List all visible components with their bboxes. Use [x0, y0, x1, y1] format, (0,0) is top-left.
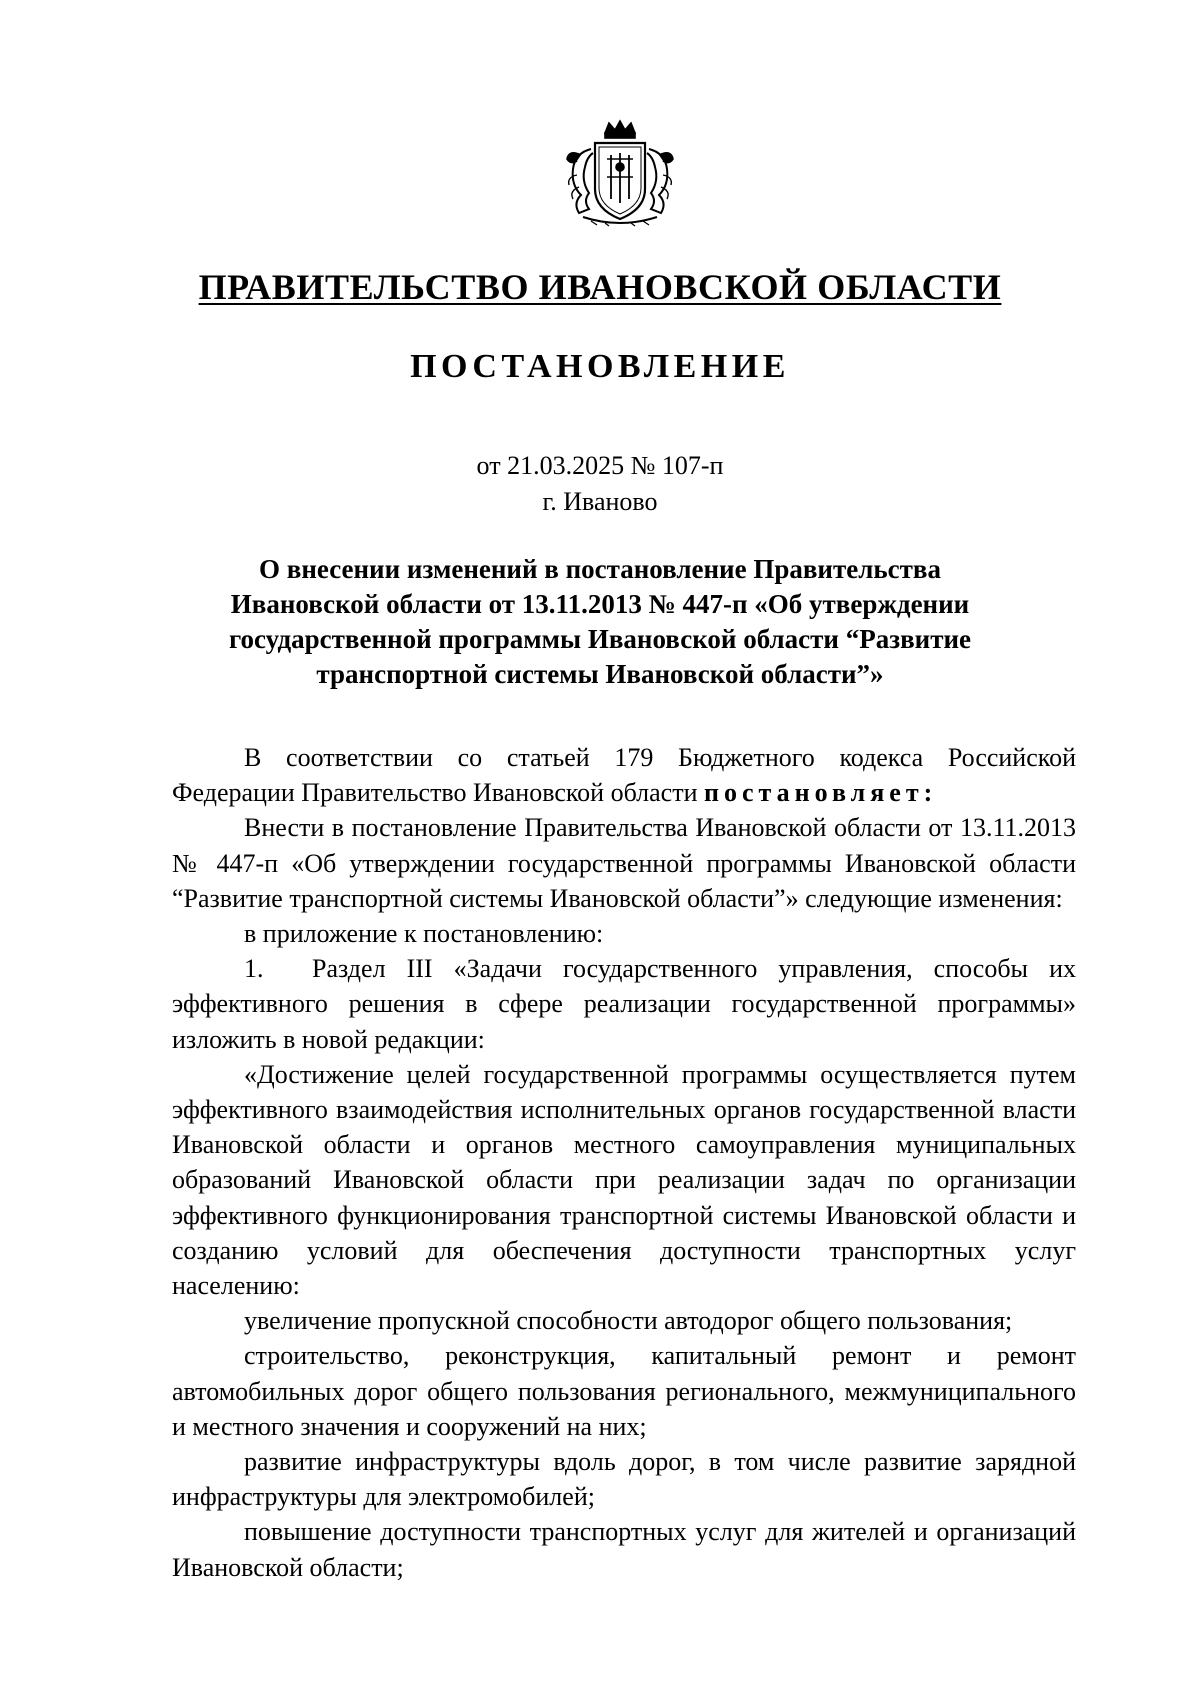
subject-line: транспортной системы Ивановской области”» [316, 659, 884, 689]
document-type-heading: ПОСТАНОВЛЕНИЕ [410, 348, 790, 385]
task-paragraph: повышение доступности транспортных услуг для жителей и организаций Ивановской области; [172, 1517, 1076, 1582]
document-date-number: от 21.03.2025 № 107-п [476, 451, 724, 480]
amendment-paragraph: Внести в постановление Правительства Ивановской области от 13.11.2013 № 447-п «Об утверждении государственной программы Ивановской области “Развитие транспортной системы Ивановской области”» следующие изменения: [172, 813, 1076, 913]
preamble-paragraph [172, 740, 1076, 810]
subject-line: Ивановской области от 13.11.2013 № 447-п «Об утверждении [230, 589, 970, 619]
subject-line: О внесении изменений в постановление Правительства [259, 554, 941, 584]
item-number: 1. [244, 954, 264, 984]
item-1-paragraph [172, 951, 1076, 1057]
goals-paragraph: «Достижение целей государственной программы осуществляется путем эффективного взаимодействия исполнительных органов государственной власти Ивановской области и органов местного самоуправления муниципальных образований Ивановской области при реализации задач по организации эффективного функционирования транспортной системы Ивановской области и созданию условий для обеспечения доступности транспортных услуг населению: [172, 1059, 1076, 1301]
item-1-text: Раздел III «Задачи государственного управления, способы их эффективного решения в сфере реализации государственной программы» изложить в новой редакции: [172, 954, 1076, 1054]
document-city: г. Иваново [542, 487, 658, 516]
document-subject [200, 552, 1000, 692]
preamble-text: В соответствии со статьей 179 Бюджетного кодекса Российской Федерации Правительство Ивановской области [172, 743, 1076, 808]
decree-word: постановляет: [704, 778, 938, 808]
coat-of-arms-emblem [561, 119, 679, 227]
subject-line: государственной программы Ивановской области “Развитие [228, 624, 972, 654]
task-paragraph: увеличение пропускной способности автодорог общего пользования; [244, 1306, 1013, 1336]
government-title-text: ПРАВИТЕЛЬСТВО ИВАНОВСКОЙ ОБЛАСТИ [198, 267, 1002, 307]
task-paragraph: развитие инфраструктуры вдоль дорог, в том числе развитие зарядной инфраструктуры для электромобилей; [172, 1447, 1076, 1512]
task-paragraph: строительство, реконструкция, капитальный ремонт и ремонт автомобильных дорог общего пользования регионального, межмуниципального и местного значения и сооружений на них; [172, 1341, 1076, 1441]
government-title [150, 267, 1050, 308]
document-body [172, 740, 1076, 1585]
annex-paragraph: в приложение к постановлению: [244, 919, 604, 949]
